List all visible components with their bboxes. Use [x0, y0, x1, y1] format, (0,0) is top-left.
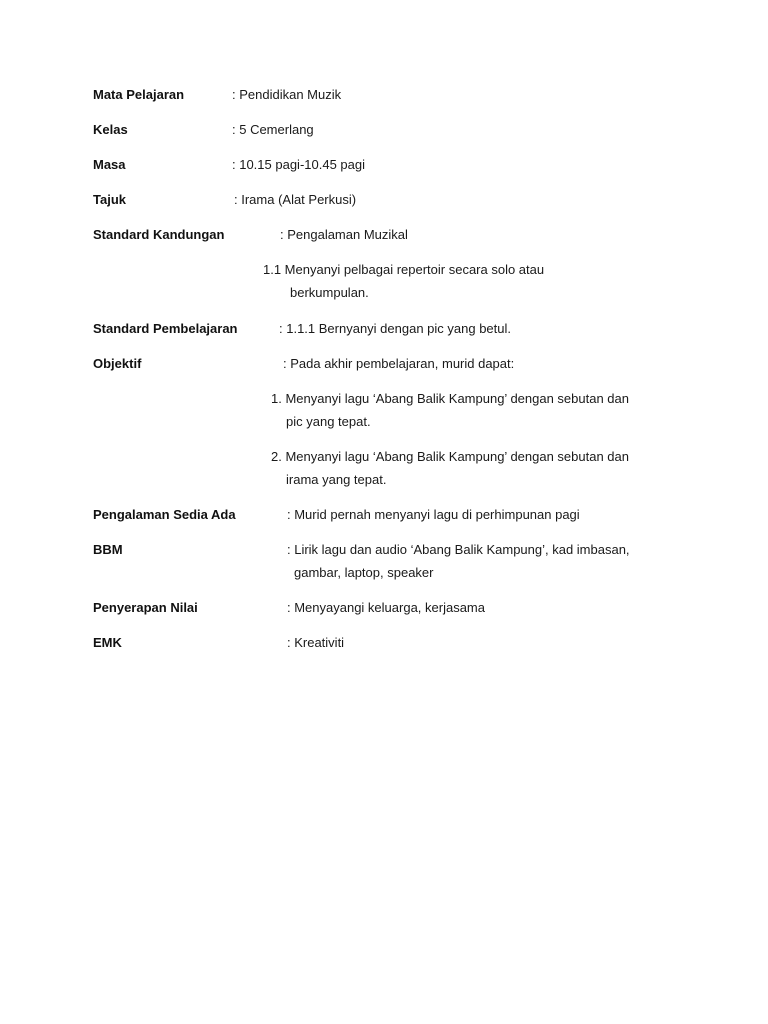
value-pengalaman-sedia-ada: : Murid pernah menyanyi lagu di perhimpunan pagi: [287, 507, 580, 522]
label-standard-kandungan: Standard Kandungan: [93, 227, 225, 242]
value-penyerapan-nilai: : Menyayangi keluarga, kerjasama: [287, 600, 485, 615]
standard-kandungan-item-line2: berkumpulan.: [290, 285, 369, 300]
objektif-item1-line1: 1. Menyanyi lagu ‘Abang Balik Kampung’ dengan sebutan dan: [271, 391, 629, 406]
value-bbm-line2: gambar, laptop, speaker: [294, 565, 434, 580]
label-kelas: Kelas: [93, 122, 128, 137]
value-mata-pelajaran: : Pendidikan Muzik: [232, 87, 342, 102]
value-kelas: : 5 Cemerlang: [232, 122, 314, 137]
label-tajuk: Tajuk: [93, 192, 126, 207]
value-bbm-line1: : Lirik lagu dan audio ‘Abang Balik Kampung’, kad imbasan,: [287, 542, 630, 557]
value-standard-pembelajaran: : 1.1.1 Bernyanyi dengan pic yang betul.: [279, 321, 511, 336]
label-objektif: Objektif: [93, 356, 142, 371]
objektif-item2-line2: irama yang tepat.: [286, 472, 387, 487]
objektif-item2-line1: 2. Menyanyi lagu ‘Abang Balik Kampung’ dengan sebutan dan: [271, 449, 629, 464]
label-mata-pelajaran: Mata Pelajaran: [93, 87, 185, 102]
label-penyerapan-nilai: Penyerapan Nilai: [93, 600, 198, 615]
label-emk: EMK: [93, 635, 122, 650]
label-masa: Masa: [93, 157, 126, 172]
label-standard-pembelajaran: Standard Pembelajaran: [93, 321, 238, 336]
value-objektif: : Pada akhir pembelajaran, murid dapat:: [283, 356, 515, 371]
objektif-item1-line2: pic yang tepat.: [286, 414, 371, 429]
label-bbm: BBM: [93, 542, 123, 557]
value-masa: : 10.15 pagi-10.45 pagi: [232, 157, 365, 172]
value-tajuk: : Irama (Alat Perkusi): [234, 192, 357, 207]
value-emk: : Kreativiti: [287, 635, 345, 650]
value-standard-kandungan: : Pengalaman Muzikal: [280, 227, 408, 242]
standard-kandungan-item-line1: 1.1 Menyanyi pelbagai repertoir secara solo atau: [263, 262, 545, 277]
label-pengalaman-sedia-ada: Pengalaman Sedia Ada: [93, 507, 236, 522]
